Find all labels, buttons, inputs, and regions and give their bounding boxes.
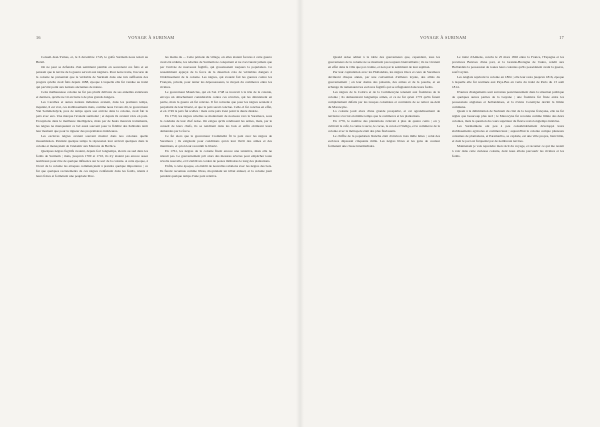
paragraph: En 1776, le nombre des plantations s'élevait à plus de quatre cents ; on y cultivait le café, la canne à sucre, le cacao, le coton et l'indigo, et le commerce de la colonie avec la métropole était des plus florissants. (328, 119, 440, 134)
paragraph: Maintenant je vais reprendre mon récit du voyage, et raconter ce qui me restait à voir dans cette curieuse colonie, dont nous allons parcourir les rivières et les forêts. (452, 144, 564, 159)
paragraph: La colonie jouit alors d'une grande prospérité, et cet agrandissement de territoire s'accrut en même temps que le commerce et les plantations. (328, 109, 440, 119)
paragraph: Les Anglais reprirent la colonie en 1804 ; elle leur resta jusqu'en 1816, époque à laquelle elle fut restituée aux Pays-Bas en vertu du traité de Paris du 13 août 1814. (452, 74, 564, 89)
text-column (452, 55, 564, 159)
running-head: VOYAGE À SURINAM (128, 35, 175, 40)
running-head: VOYAGE À SURINAM (420, 35, 467, 40)
page-number: 16 (36, 35, 41, 40)
paragraph: Le traité d'Amiens, conclu le 25 mars 1802 entre la France, l'Espagne et les provinces Bataves d'une part, et la Grande-Bretagne de l'autre, rendit aux Hollandais la possession de toutes leurs colonies qu'ils possédaient avant la guerre, sauf Ceylan. (452, 55, 564, 74)
paragraph: Enfin, à cette époque, on établit de nouvelles relations avec les nègres des bois. Ils furent reconnus comme libres, moyennant un tribut annuel, et la colonie jouit pendant quelque temps d'une paix relative. (160, 163, 272, 178)
right-page-columns (328, 55, 564, 159)
paragraph: Quelques négres fugitifs avaient, depuis fort longtemps, élevés au sud dans les forêts de Surinam ; mais, jusqu'en 1700 et 1710, ils n'y étaient pas encore assez nombreux pour être de quelque influence sur le sort de la colonie. A cette époque, à l'écart de la colonie les attaques commençaient à prendre quelque importance ; ce fut que quelques recrutements de ces nègres s'enfuirent dans les forêts, réunis à leurs frères et formèrent une peuplade libre. (36, 149, 148, 178)
paragraph: les mains du ... Cette période du village, où elles étaient forcées à cette guerre avait été réduite, les rebelles de Surinam ne conquirent et ne s'accrurent jamais que par l'arrivée de nouveaux fugitifs, qui grossissaient toujours la population. Ce ressentiment appuyé de la force de la désertion créa de véritables dangers à l'établissement de la colonie. Les nègres, qui avaient fait les guerres contre les Français, prirent, pour tenter les dépossesseurs, le moyen du commerce entre les rivières. (160, 55, 272, 89)
paragraph: Les Caraïbes et autres nations indiennes avaient, dans les premiers temps, inquiété, il est vrai, ces établissements mais, comme nous l'avons dit, le gouverneur Van Sommelsdyck, pres de temps après son arrivée dans la colonie, avait fait la paix avec eux. Une marque l'avaient surmonté ; et depuis ils avaient vécu en paix. Exceptions dans le meilleure intelligence, mais par de hauts mauvais traitements, les nègres ne manquaient ce bel aussi souvent pour la fidélité des habitants tenir leur moment que pour la rigueur des propriétaires intérieures. (36, 99, 148, 134)
text-column (160, 55, 272, 179)
paragraph: Par leur capitulation avec les Hollandais, les nègres Ouca et ceux de Saramaca devinrent chaque année, par une convention d'ailleurs loyale, des alliés du gouvernement ; on leur donna des présents, des armes et de la poudre, et en échange ils ramenaient les esclaves fugitifs qui se réfugiaient dans leurs forêts. (328, 69, 440, 89)
paragraph: En 1750, les nègres rebelles se montrèrent de nouveau vers la Saramaca, sous la conduite de leur chef Adoe. On exigea qu'ils rendissent les armes, mais, par le conseil de leurs chefs, ils se rendirent dans les bois et enfin obtinrent leurs demandes par la force. (160, 114, 272, 134)
left-page-columns (36, 55, 272, 179)
paragraph: En 1761, les nègres de la colonie firent encore une tentative, mais elle ne réussit pas. Le gouvernement prit alors des mesures sévères pour empêcher toute révolte nouvelle, et il établit un cordon de postes militaires le long des plantations. (160, 149, 272, 164)
paragraph: Ce fut alors que le gouverneur Crommelin fit la paix avec les nègres de Saramaca ; ils exigèrent pour conditions qu'on leur livrât des armes et des munitions, et qu'on leur reconnût la liberté. (160, 134, 272, 149)
paragraph: Les Surinamiens ont peu à peu considérablement développé leurs établissements agricoles et commerciaux ; aujourd'hui la colonie compte plusieurs centaines de plantations, et Paramaribo, sa capitale, est une ville propre, bien bâtie, et dont le port est fréquenté par de nombreux navires. (452, 124, 564, 144)
book-gutter (296, 0, 304, 427)
paragraph: Cette malheureuse colonie ne fut pas plutôt délivrée de ses ennemis extérieurs et derniers, qu'elle ne vit en butte à de plus grands dangers. (36, 89, 148, 99)
paragraph: D'autres changements sont survenus postérieurement dans la situation politique de quelques autres parties de la Guyane ; une frontière fut fixée entre les possessions anglaises et hollandaises, et la rivière Corentyne devint la limite commune. (452, 89, 564, 109)
text-column (328, 55, 440, 159)
right-page (300, 0, 600, 427)
paragraph: Les nègres de la Cottica et de la Commewyne tenaient aux frontières de la colonie ; ils demeurèrent longtemps armés, et ce ne fut qu'en 1772 qu'ils furent complètement défaits par les troupes coloniales et contraints de se retirer au-delà du Marowyne. (328, 89, 440, 109)
paragraph: Le chiffre de la population blanche était d'environ trois mille âmes ; celui des esclaves dépassait cinquante mille. Les nègres libres et les gens de couleur formaient une classe intermédiaire. (328, 134, 440, 149)
paragraph: Le gouverneur Mauricius, qui en l'an 1748 se trouvait à la tête de la colonie, envoya un détachement considérable contre ces révoltés, qui les détruisirent en partie, mais la guerre en fut relevée. Il fut convenu que pour les nègres seraient à perpétuité de leur liberté, et que la paix serait conclue. Celle-ci fut conclue en effet, et en 1749 la paix fut scellée : mais cette paix n'eut point la durée désirée. (160, 89, 272, 114)
page-number: 17 (559, 35, 564, 40)
paragraph: Quant à la délimitation de Surinam du côté de la Guyane française, elle ne fut réglée que beaucoup plus tard ; le Marowyne fut reconnu comme limite des deux colonies, mais la question du cours supérieur du fleuve resta longtemps indécise. (452, 109, 564, 124)
paragraph: Les esclaves nègres avaient souvent montré dans nos colonies quelle insoumission. Pendant quelque temps la répression leur arrivait quelques dans la colonie et menaçaient de l'anéantir aux Marrons de Berbice. (36, 134, 148, 149)
text-column (36, 55, 148, 179)
paragraph: Quand Adoe admet à la table des gouverneurs que, cependant, tous les gouverneurs de la colonie ne se montrent pas toujours bienveillants ; ils ne vivaient en effet dans la ville que par crainte, et non par le sentiment de leur sujétion. (328, 55, 440, 69)
paragraph: Conseil-Jean-Ysmes, et, le 6 décembre 1743, le golfe Surinam nous tenait au Brésil. (36, 55, 148, 64)
paragraph: On ne peut se défendre d'un sentiment pénible en souvenant ces faits et en pensant que le navire de la guerre servait aux négriers. Pour notre traite, l'escorte de la colonie ne présentait que le véritable de Surinam dans une très suffisante des progrès qu'elle avait faits depuis 1688, époque à laquelle elle fut vendue au traité qui parvint point aux nations anciennes de nature. (36, 64, 149, 89)
